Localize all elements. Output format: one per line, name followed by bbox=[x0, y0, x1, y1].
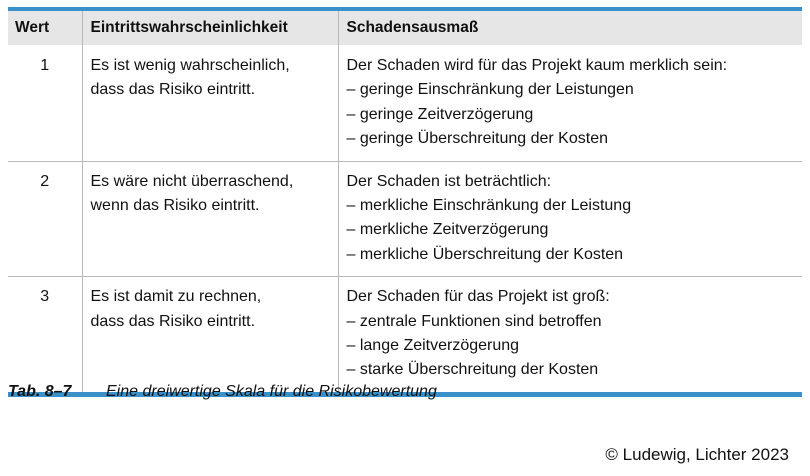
caption-number: Tab. 8–7 bbox=[8, 383, 72, 400]
header-eintrittswahrscheinlichkeit: Eintrittswahrscheinlichkeit bbox=[82, 11, 338, 45]
table-row bbox=[8, 277, 802, 392]
damage-cell bbox=[338, 161, 802, 277]
table-header-row bbox=[8, 11, 802, 45]
damage-cell bbox=[338, 45, 802, 161]
caption-text: Eine dreiwertige Skala für die Risikobewertung bbox=[106, 383, 437, 400]
damage-line: Der Schaden ist beträchtlich: bbox=[346, 172, 552, 190]
probability-cell bbox=[82, 161, 338, 277]
header-schadensausmass: Schadensausmaß bbox=[338, 11, 802, 45]
probability-line: dass das Risiko eintritt. bbox=[90, 312, 256, 330]
table-caption bbox=[8, 383, 437, 401]
value-cell: 2 bbox=[8, 161, 82, 277]
table-row bbox=[8, 161, 802, 277]
risk-scale-table-container bbox=[8, 7, 802, 397]
damage-line: – geringe Überschreitung der Kosten bbox=[346, 130, 608, 148]
damage-line: – zentrale Funktionen sind betroffen bbox=[346, 312, 602, 330]
probability-cell bbox=[82, 277, 338, 392]
damage-line: – merkliche Zeitverzögerung bbox=[346, 221, 549, 239]
value-cell: 1 bbox=[40, 57, 50, 74]
damage-line: – geringe Zeitverzögerung bbox=[346, 105, 534, 123]
damage-line: – lange Zeitverzögerung bbox=[346, 337, 520, 355]
risk-scale-table bbox=[8, 11, 802, 392]
table-row bbox=[8, 45, 802, 161]
probability-cell bbox=[82, 45, 338, 161]
damage-line: – merkliche Überschreitung der Kosten bbox=[346, 245, 624, 263]
probability-line: wenn das Risiko eintritt. bbox=[90, 197, 260, 215]
probability-line: Es ist wenig wahrscheinlich, bbox=[90, 57, 290, 74]
value-cell: 3 bbox=[8, 277, 82, 392]
copyright-notice: © Ludewig, Lichter 2023 bbox=[605, 445, 789, 464]
header-wert: Wert bbox=[15, 19, 50, 36]
damage-line: – merkliche Einschränkung der Leistung bbox=[346, 197, 632, 215]
probability-line: Es wäre nicht überraschend, bbox=[90, 172, 294, 190]
damage-line: Der Schaden wird für das Projekt kaum merklich sein: bbox=[346, 57, 728, 74]
damage-line: Der Schaden für das Projekt ist groß: bbox=[346, 288, 610, 306]
damage-cell bbox=[338, 277, 802, 392]
probability-line: Es ist damit zu rechnen, bbox=[90, 288, 262, 306]
damage-line: – geringe Einschränkung der Leistungen bbox=[346, 81, 634, 99]
damage-line: – starke Überschreitung der Kosten bbox=[346, 361, 599, 379]
probability-line: dass das Risiko eintritt. bbox=[90, 81, 256, 99]
